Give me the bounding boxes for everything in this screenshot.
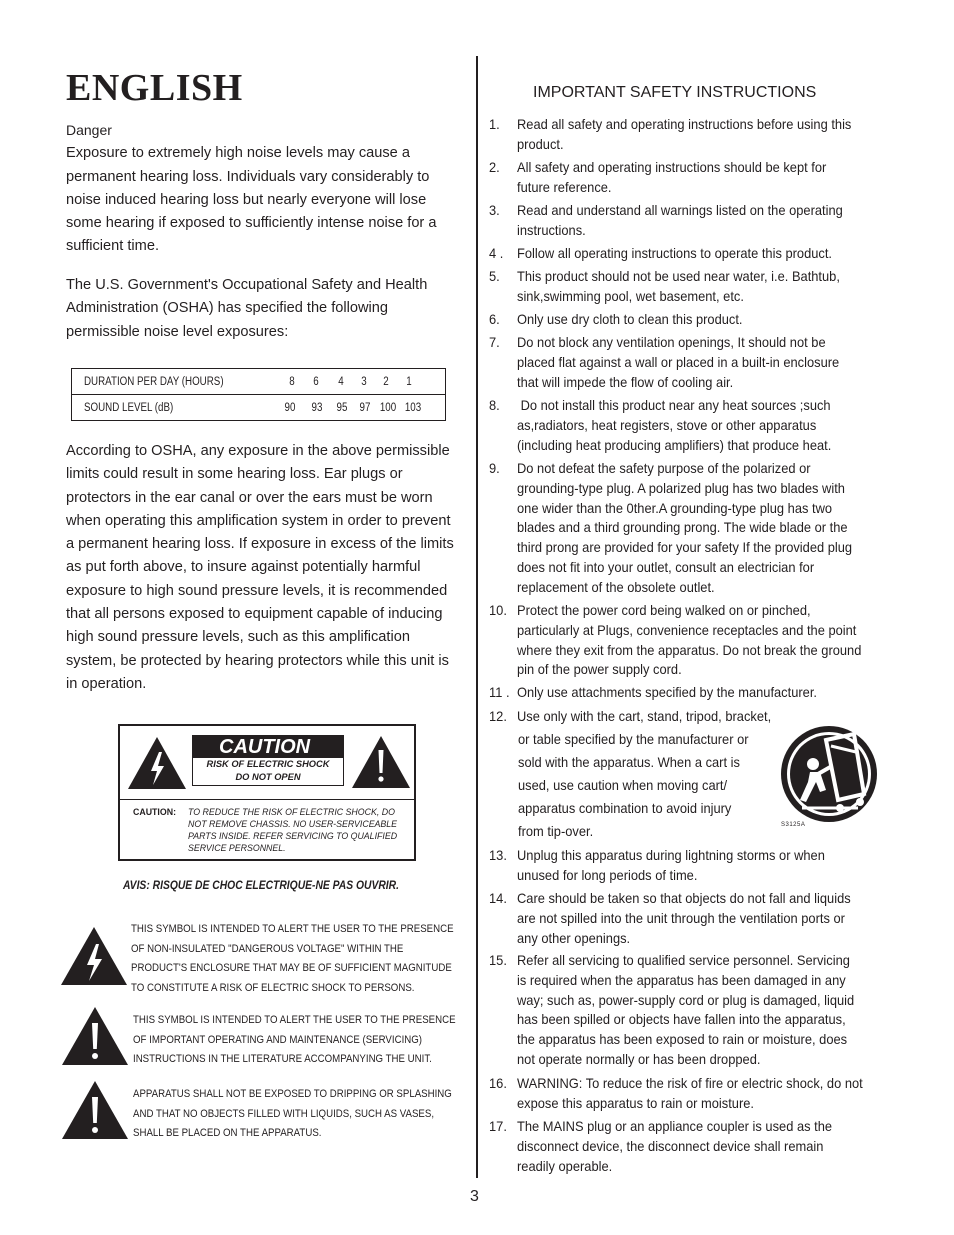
instruction-line: Only use attachments specified by the manufacturer. — [517, 684, 817, 700]
according-line: a permanent hearing loss. If exposure in excess of the limits — [66, 536, 454, 553]
instruction-number: 3. — [489, 202, 500, 218]
instruction-number: 1. — [489, 116, 500, 132]
symbol-line: APPARATUS SHALL NOT BE EXPOSED TO DRIPPING OR SPLASHING — [133, 1088, 452, 1100]
instruction-text — [517, 1074, 894, 1114]
instruction-text — [517, 601, 894, 680]
according-line: as put forth above, to insure against potentially harmful — [66, 559, 421, 576]
instruction-line: way; such as, power-supply cord or plug is damaged, liquid — [517, 991, 855, 1008]
instruction-line: The MAINS plug or an appliance coupler is used as the — [517, 1118, 833, 1134]
exclamation-triangle-icon — [61, 1080, 129, 1140]
instruction-item — [489, 244, 899, 264]
exclamation-triangle-icon — [351, 735, 411, 789]
instruction-number: 5. — [489, 268, 500, 284]
instruction-line: Do not install this product near any heat sources ;such — [517, 397, 831, 413]
cart-line: or table specified by the manufacturer or — [518, 731, 749, 747]
danger-line: noise induced hearing loss but nearly everyone will lose — [66, 191, 427, 208]
according-line: high sound pressure levels, such as this amplification — [66, 629, 410, 646]
instruction-text — [517, 846, 894, 886]
instruction-line: Use only with the cart, stand, tripod, bracket, — [517, 708, 772, 724]
instruction-item — [489, 601, 899, 680]
symbol-description — [131, 920, 465, 998]
instruction-line: Read and understand all warnings listed on the operating — [517, 202, 843, 218]
caution-label-box — [118, 724, 416, 861]
symbol-line: OF NON-INSULATED "DANGEROUS VOLTAGE" WITHIN THE — [131, 942, 404, 955]
symbol-line: TO CONSTITUTE A RISK OF ELECTRIC SHOCK TO PERSONS. — [131, 981, 415, 994]
according-line: protectors in the ear canal or over the ears must be worn — [66, 489, 433, 506]
instruction-line: product. — [517, 135, 564, 152]
instruction-number: 10. — [489, 602, 507, 618]
instruction-item — [489, 310, 899, 330]
sound-level-value: 95 — [336, 401, 348, 414]
instruction-number: 9. — [489, 460, 500, 476]
page-heading: ENGLISH — [66, 67, 243, 109]
instruction-item — [489, 846, 899, 886]
danger-label: Danger — [66, 122, 112, 138]
instruction-number: 7. — [489, 334, 500, 350]
instruction-number: 14. — [489, 890, 507, 906]
instruction-text — [517, 1117, 894, 1176]
instruction-text — [517, 889, 894, 948]
cart-line: sold with the apparatus. When a cart is — [518, 754, 740, 770]
instruction-line: All safety and operating instructions should be kept for — [517, 159, 827, 175]
instruction-line: as,radiators, heat registers, stove or other apparatus — [517, 416, 817, 433]
sound-level-value: 90 — [284, 401, 296, 414]
sound-level-label: SOUND LEVEL (dB) — [84, 401, 174, 414]
instruction-item — [489, 459, 899, 598]
instruction-number: 12. — [489, 708, 507, 724]
instruction-number: 13. — [489, 847, 507, 863]
instruction-line: blades and a third grounding prong. The wide blade or the — [517, 519, 848, 536]
noise-exposure-table — [71, 368, 446, 421]
instruction-line: pin of the power supply cord. — [517, 661, 682, 678]
instruction-line: expose this apparatus to rain or moisture. — [517, 1094, 754, 1111]
instruction-item — [489, 158, 899, 198]
instruction-item — [489, 1074, 899, 1114]
instruction-line: replacement of the obsolete outlet. — [517, 578, 715, 595]
risk-line: RISK OF ELECTRIC SHOCK — [206, 759, 330, 769]
instruction-line: This product should not be used near water, i.e. Bathtub, — [517, 268, 840, 284]
according-line: when operating this amplification system in order to prevent — [66, 512, 451, 529]
danger-line: some hearing if exposed to sufficiently intense noise for a — [66, 215, 437, 232]
instruction-line: readily operable. — [517, 1157, 613, 1174]
instruction-number: 11 . — [489, 684, 510, 700]
instruction-item — [489, 333, 899, 392]
instruction-line: particularly at Plugs, convenience receptacles and the point — [517, 621, 857, 638]
according-line: limits could result in some hearing loss. Ear plugs or — [66, 466, 403, 483]
according-line: According to OSHA, any exposure in the above permissible — [66, 443, 450, 459]
osha-paragraph — [66, 274, 460, 344]
caution-body — [133, 806, 405, 854]
caution-body-line: NOT REMOVE CHASSIS. NO USER-SERVICEABLE — [188, 819, 398, 829]
instruction-line: sink,swimming pool, wet basement, etc. — [517, 287, 744, 304]
instruction-line: are not spilled into the unit through the ventilation ports or — [517, 909, 845, 926]
symbol-line: INSTRUCTIONS IN THE LITERATURE ACCOMPANYING THE UNIT. — [133, 1053, 432, 1065]
instruction-line: that will impede the flow of cooling air. — [517, 373, 734, 390]
column-divider — [476, 56, 478, 1178]
sound-level-value: 93 — [311, 401, 323, 414]
duration-value: 1 — [406, 375, 412, 388]
duration-value: 3 — [361, 375, 367, 388]
cart-tipover-icon — [776, 724, 882, 832]
instruction-number: 17. — [489, 1118, 507, 1134]
instruction-line: Do not defeat the safety purpose of the polarized or — [517, 460, 811, 476]
instruction-text — [517, 951, 894, 1070]
instruction-item — [489, 889, 899, 948]
danger-paragraph — [66, 119, 460, 259]
instruction-line: (including heat producing amplifiers) that produce heat. — [517, 436, 832, 453]
instruction-line: not operate normally or has been dropped. — [517, 1050, 761, 1067]
instruction-item — [489, 267, 899, 307]
according-line: system, be protected by hearing protectors while this unit is — [66, 652, 449, 669]
cart-line: apparatus combination to avoid injury — [518, 800, 732, 816]
duration-label: DURATION PER DAY (HOURS) — [84, 375, 224, 388]
avis-text: AVIS: RISQUE DE CHOC ELECTRIQUE-NE PAS OUVRIR. — [123, 878, 399, 892]
danger-line: Exposure to extremely high noise levels may cause a — [66, 145, 410, 162]
caution-body-line: TO REDUCE THE RISK OF ELECTRIC SHOCK, DO — [188, 807, 395, 817]
instruction-line: instructions. — [517, 221, 586, 238]
according-line: that all persons exposed to equipment capable of inducing — [66, 606, 443, 623]
instruction-text — [517, 201, 894, 241]
instruction-item — [489, 201, 899, 241]
according-line: in operation. — [66, 675, 147, 692]
osha-line: permissible noise level exposures: — [66, 323, 289, 340]
instruction-text — [517, 396, 894, 455]
caution-body-line: SERVICE PERSONNEL. — [188, 843, 286, 853]
instruction-line: Follow all operating instructions to operate this product. — [517, 245, 833, 261]
risk-line: DO NOT OPEN — [235, 772, 301, 782]
symbol-line: SHALL BE PLACED ON THE APPARATUS. — [133, 1127, 322, 1139]
osha-line: The U.S. Government's Occupational Safety and Health — [66, 277, 428, 293]
instruction-line: Unplug this apparatus during lightning storms or when — [517, 847, 825, 863]
symbol-line: OF IMPORTANT OPERATING AND MAINTENANCE (SERVICING) — [133, 1033, 422, 1046]
instruction-number: 16. — [489, 1075, 507, 1091]
cart-line: from tip-over. — [518, 823, 594, 839]
duration-value: 8 — [289, 375, 295, 388]
instruction-number: 6. — [489, 311, 500, 327]
instruction-text — [517, 333, 894, 392]
instruction-text — [517, 244, 894, 264]
instruction-text — [517, 459, 894, 598]
instruction-line: grounding-type plug. A polarized plug has two blades with — [517, 479, 845, 496]
caution-body-label: CAUTION: — [133, 807, 177, 817]
instruction-item — [489, 1117, 899, 1176]
caution-word: CAUTION — [193, 736, 343, 758]
instruction-line: one wider than the 0ther.A grounding-type plug has two — [517, 499, 833, 516]
osha-line: Administration (OSHA) has specified the following — [66, 300, 389, 317]
lightning-triangle-icon — [127, 736, 187, 790]
instruction-item — [489, 396, 899, 455]
sound-level-row — [72, 395, 445, 420]
cart-line: used, use caution when moving cart/ — [518, 777, 728, 793]
caution-banner — [192, 735, 344, 786]
symbol-line: THIS SYMBOL IS INTENDED TO ALERT THE USER TO THE PRESENCE — [131, 923, 454, 935]
instruction-line: has been spilled or objects have fallen into the apparatus, — [517, 1011, 846, 1028]
page-number: 3 — [470, 1188, 479, 1205]
instruction-line: Only use dry cloth to clean this product. — [517, 311, 743, 327]
instruction-item — [489, 951, 899, 1070]
instruction-line: Protect the power cord being walked on or pinched, — [517, 602, 811, 618]
sound-level-value: 97 — [359, 401, 371, 414]
caution-risk-text — [193, 758, 343, 784]
instruction-text — [517, 158, 894, 198]
instruction-text — [517, 267, 894, 307]
instruction-line: Read all safety and operating instructions before using this — [517, 116, 852, 132]
instruction-item — [489, 683, 899, 703]
instruction-number: 8. — [489, 397, 500, 413]
instruction-line: any other openings. — [517, 929, 631, 946]
according-paragraph — [66, 440, 460, 696]
duration-value: 4 — [338, 375, 344, 388]
lightning-triangle-icon — [60, 926, 128, 986]
instruction-line: third prong are provided for your safety If the provided plug — [517, 539, 853, 556]
caution-body-text — [188, 806, 405, 854]
instruction-line: unused for long periods of time. — [517, 866, 698, 883]
sound-level-value: 100 — [379, 401, 397, 414]
sound-level-value: 103 — [404, 401, 422, 414]
duration-value: 2 — [383, 375, 389, 388]
caution-header — [120, 726, 414, 800]
instruction-line: Care should be taken so that objects do not fall and liquids — [517, 890, 851, 906]
instruction-line: placed flat against a wall or placed in a built-in enclosure — [517, 353, 840, 370]
instruction-item — [489, 115, 899, 155]
instruction-line: Do not block any ventilation openings, It should not be — [517, 334, 826, 350]
instruction-line: the apparatus has been exposed to rain or moisture, does — [517, 1031, 848, 1048]
instruction-number: 2. — [489, 159, 500, 175]
instruction-number: 4 . — [489, 245, 504, 261]
instruction-number: 15. — [489, 952, 507, 968]
instruction-line: Refer all servicing to qualified service personnel. Servicing — [517, 952, 850, 968]
instruction-line: where they exit from the apparatus. Do not break the ground — [517, 641, 862, 658]
caution-body-line: PARTS INSIDE. REFER SERVICING TO QUALIFIED — [188, 831, 398, 841]
instruction-line: future reference. — [517, 178, 612, 195]
symbol-line: PRODUCT'S ENCLOSURE THAT MAY BE OF SUFFICIENT MAGNITUDE — [131, 962, 452, 974]
exclamation-triangle-icon — [61, 1006, 129, 1066]
symbol-description — [133, 1085, 467, 1144]
danger-line: permanent hearing loss. Individuals vary considerably to — [66, 168, 430, 185]
according-line: exposure to high sound pressure levels, it is recommended — [66, 582, 448, 599]
instruction-line: WARNING: To reduce the risk of fire or electric shock, do not — [517, 1075, 863, 1091]
danger-line: sufficient time. — [66, 238, 160, 255]
symbol-line: AND THAT NO OBJECTS FILLED WITH LIQUIDS, SUCH AS VASES, — [133, 1107, 435, 1120]
instruction-line: does not fit into your outlet, consult an electrician for — [517, 558, 815, 575]
instruction-text — [517, 115, 894, 155]
duration-row — [72, 369, 445, 395]
instructions-title: IMPORTANT SAFETY INSTRUCTIONS — [533, 84, 817, 101]
duration-value: 6 — [313, 375, 319, 388]
cart-icon-code: S3125A — [781, 822, 806, 828]
instruction-line: is required when the apparatus has been damaged in any — [517, 971, 846, 988]
instruction-text — [517, 310, 894, 330]
instruction-line: disconnect device, the disconnect device shall remain — [517, 1137, 824, 1154]
symbol-line: THIS SYMBOL IS INTENDED TO ALERT THE USER TO THE PRESENCE — [133, 1014, 456, 1026]
symbol-description — [133, 1011, 467, 1070]
instruction-text — [517, 683, 894, 703]
